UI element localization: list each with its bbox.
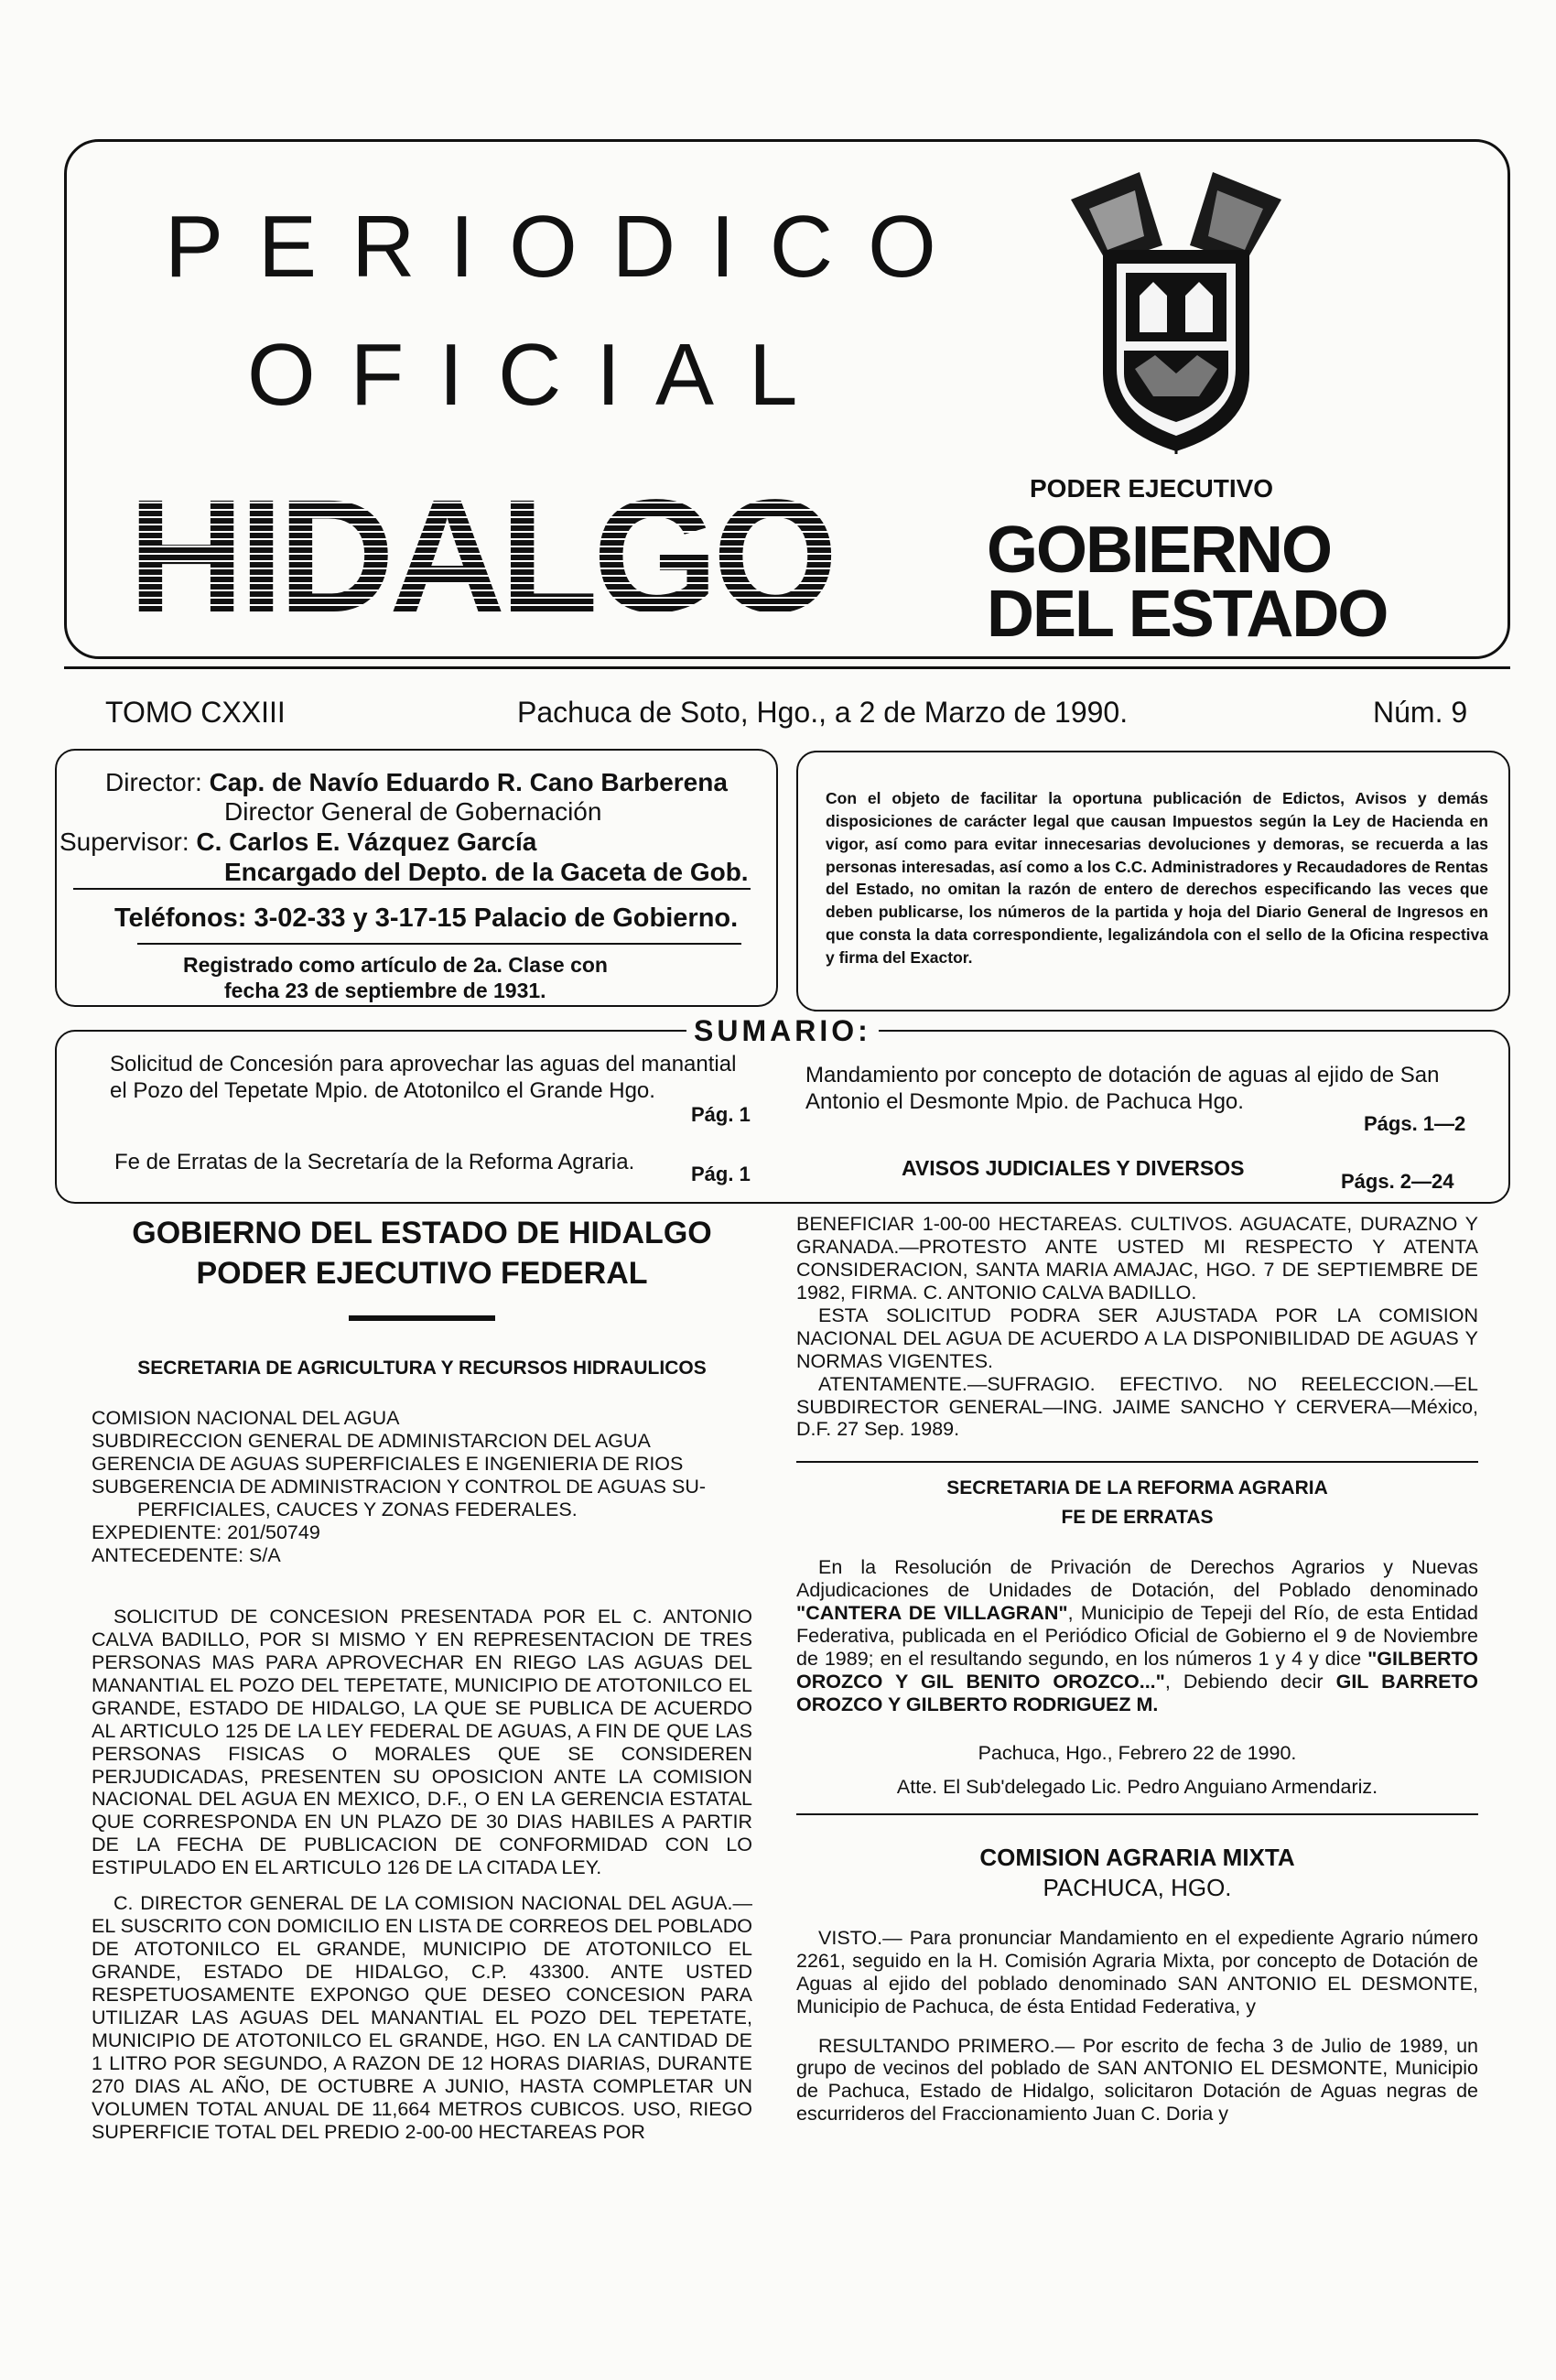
sumario-item-3-line2: Antonio el Desmonte Mpio. de Pachuca Hgo. <box>805 1089 1244 1115</box>
header-line-4: SUBGERENCIA DE ADMINISTRACION Y CONTROL DE AGUAS SU- <box>92 1476 707 1498</box>
fe-dice: "GILBERTO OROZCO Y GIL BENITO OROZCO..." <box>796 1648 1478 1693</box>
fe-erratas-heading: FE DE ERRATAS <box>1061 1507 1214 1529</box>
sumario-item-1-page: Pág. 1 <box>691 1103 751 1126</box>
sumario-item-2-line1: Fe de Erratas de la Secretaría de la Reforma Agraria. <box>114 1150 635 1174</box>
title-hidalgo <box>128 467 833 646</box>
section-rule <box>796 1461 1478 1463</box>
heading-divider <box>349 1315 495 1321</box>
registro-line1: Registrado como artículo de 2a. Clase con <box>183 953 608 977</box>
resultando-paragraph: RESULTANDO PRIMERO.— Por escrito de fecha 3 de Julio de 1989, un grupo de vecinos del poblado de SAN ANTONIO EL DESMONTE, Municipio de Pachuca, Estado de Hidalgo, solicitaron Dotación de Aguas negras de escurrideros del Fraccionamiento Juan C. Doria y <box>796 2034 1478 2126</box>
supervisor-title: Encargado del Depto. de la Gaceta de Gob. <box>224 858 749 886</box>
title-periodico: PERIODICO <box>165 198 971 296</box>
heading-gobierno: GOBIERNO DEL ESTADO DE HIDALGO <box>132 1216 712 1250</box>
atentamente-paragraph: ATENTAMENTE.—SUFRAGIO. EFECTIVO. NO REELECCION.—EL SUBDIRECTOR GENERAL—ING. JAIME SANCHO Y CERVERA—México, D.F. 27 Sep. 1989. <box>796 1372 1478 1441</box>
sumario-item-4-page: Págs. 2—24 <box>1341 1170 1454 1193</box>
sumario-item-1 <box>110 1051 751 1105</box>
poder-ejecutivo-label: PODER EJECUTIVO <box>1030 474 1274 503</box>
supervisor-name: C. Carlos E. Vázquez García <box>196 828 537 856</box>
supervisor-label: Supervisor: <box>59 828 189 856</box>
cam-subheading: PACHUCA, HGO. <box>1043 1873 1232 1901</box>
fe-signature: Atte. El Sub'delegado Lic. Pedro Anguiano Armendariz. <box>896 1775 1378 1798</box>
sumario-title: SUMARIO: <box>686 1014 879 1048</box>
fe-text-b: , Municipio de Tepeji del Río, de esta Entidad Federativa, publicada en el Periódico Oficial de Gobierno el 9 de Noviembre de 1989; en el resultando segundo, en los números 1 y 4 y dice <box>796 1602 1478 1671</box>
supervisor-line <box>59 828 536 857</box>
header-line-5: PERFICIALES, CAUCES Y ZONAS FEDERALES. <box>137 1498 578 1521</box>
sumario-item-3-page: Págs. 1—2 <box>1364 1112 1466 1135</box>
fe-erratas-paragraph <box>796 1556 1478 1716</box>
staff-divider <box>73 888 751 890</box>
fe-debiendo: GIL BARRETO OROZCO Y GILBERTO RODRIGUEZ M. <box>796 1671 1478 1715</box>
fe-date: Pachuca, Hgo., Febrero 22 de 1990. <box>978 1741 1297 1764</box>
sumario-item-2 <box>114 1149 664 1175</box>
sumario-item-2-page: Pág. 1 <box>691 1163 751 1185</box>
ajuste-paragraph: ESTA SOLICITUD PODRA SER AJUSTADA POR LA COMISION NACIONAL DEL AGUA DE ACUERDO A LA DISPONIBILIDAD DE AGUAS Y NORMAS VIGENTES. <box>796 1304 1478 1372</box>
issue-number: Núm. 9 <box>1373 696 1468 729</box>
staff-divider-2 <box>137 943 741 945</box>
issue-rule <box>64 666 1510 669</box>
peticion-paragraph: C. DIRECTOR GENERAL DE LA COMISION NACIONAL DEL AGUA.— EL SUSCRITO CON DOMICILIO EN LISTA DE CORREOS DEL POBLADO DE ATOTONILCO EL GRANDE, MUNICIPIO DE ATOTONILCO EL GRANDE, ESTADO DE HIDALGO, C.P. 43300. ANTE USTED RESPETUOSAMENTE EXPONGO QUE DESEO CONCESION PARA UTILIZAR LAS AGUAS DEL MANANTIAL EL POZO DEL TEPETATE, MUNICIPIO DE ATOTONILCO EL GRANDE, HGO. EN LA CANTIDAD DE 1 LITRO POR SEGUNDO, A RAZON DE 12 HORAS DIARIAS, DURANTE 270 DIAS AL AÑO, DE OCTUBRE A JUNIO, HASTA COMPLETAR UN VOLUMEN TOTAL ANUAL DE 11,664 METROS CUBICOS. USO, RIEGO SUPERFICIE TOTAL DEL PREDIO 2-00-00 HECTAREAS POR <box>92 1892 752 2143</box>
visto-paragraph: VISTO.— Para pronunciar Mandamiento en el expediente Agrario número 2261, seguido en la H. Comisión Agraria Mixta, por concepto de Dotación de Aguas al ejido del poblado denominado SAN ANTONIO EL DESMONTE, Municipio de Pachuca, de ésta Entidad Federativa, y <box>796 1926 1478 2018</box>
gobierno-label: GOBIERNO <box>987 514 1332 587</box>
solicitud-paragraph: SOLICITUD DE CONCESION PRESENTADA POR EL C. ANTONIO CALVA BADILLO, POR SI MISMO Y EN REPRESENTACION DE TRES PERSONAS MAS PARA APROVECHAR EN RIEGO LAS AGUAS DEL MANANTIAL EL POZO DEL TEPETATE, MUNICIPIO DE ATOTONILCO EL GRANDE, ESTADO DE HIDALGO, LA QUE SE PUBLICA DE ACUERDO AL ARTICULO 125 DE LA LEY FEDERAL DE AGUAS, A FIN DE QUE LAS PERSONAS FISICAS O MORALES QUE SE CONSIDEREN PERJUDICADAS, PRESENTEN SU OPOSICION ANTE LA COMISION NACIONAL DEL AGUA EN MEXICO, D.F., O EN LA GERENCIA ESTATAL QUE CORRESPONDA EN UN PLAZO DE 30 DIAS HABILES A PARTIR DE LA FECHA DE PUBLICACION DE CONFORMIDAD CON LO ESTIPULADO EN EL ARTICULO 126 DE LA CITADA LEY. <box>92 1605 752 1879</box>
tomo-label: TOMO CXXIII <box>105 696 286 729</box>
coat-of-arms-icon <box>1053 163 1300 456</box>
director-label: Director: <box>105 768 202 796</box>
left-column <box>92 1213 752 2144</box>
fe-text-a: En la Resolución de Privación de Derechos Agrarios y Nuevas Adjudicaciones de Unidades de Dotación, del Poblado denominado <box>796 1556 1478 1602</box>
title-hidalgo-text: HIDALGO <box>128 467 833 646</box>
sumario-item-4: AVISOS JUDICIALES Y DIVERSOS <box>902 1156 1245 1180</box>
director-name: Cap. de Navío Eduardo R. Cano Barberena <box>209 768 728 796</box>
beneficiar-paragraph: BENEFICIAR 1-00-00 HECTAREAS. CULTIVOS. AGUACATE, DURAZNO Y GRANADA.—PROTESTO ANTE USTED MI RESPECTO Y ATENTA CONSIDERACION, SANTA MARIA AMAJAC, HGO. 7 DE SEPTIEMBRE DE 1982, FIRMA. C. ANTONIO CALVA BADILLO. <box>796 1213 1478 1304</box>
secretaria-heading: SECRETARIA DE AGRICULTURA Y RECURSOS HIDRAULICOS <box>137 1358 707 1379</box>
place-date: Pachuca de Soto, Hgo., a 2 de Marzo de 1990. <box>517 696 1129 729</box>
director-title: Director General de Gobernación <box>224 797 602 826</box>
sra-heading: SECRETARIA DE LA REFORMA AGRARIA <box>946 1477 1328 1499</box>
cam-heading: COMISION AGRARIA MIXTA <box>979 1843 1295 1871</box>
sumario-item-3-line1: Mandamiento por concepto de dotación de aguas al ejido de San <box>805 1063 1440 1087</box>
expediente: EXPEDIENTE: 201/50749 <box>92 1521 320 1544</box>
header-line-3: GERENCIA DE AGUAS SUPERFICIALES E INGENIERIA DE RIOS <box>92 1453 684 1476</box>
telefonos: Teléfonos: 3-02-33 y 3-17-15 Palacio de Gobierno. <box>114 903 739 933</box>
sumario-item-3 <box>805 1062 1501 1116</box>
fe-text-c: , Debiendo decir <box>1164 1671 1336 1693</box>
title-oficial: OFICIAL <box>247 326 833 424</box>
registro-line2: fecha 23 de septiembre de 1931. <box>224 979 546 1002</box>
section-rule-2 <box>796 1813 1478 1815</box>
director-line <box>105 769 728 797</box>
del-estado-label: DEL ESTADO <box>987 578 1388 651</box>
heading-poder-federal: PODER EJECUTIVO FEDERAL <box>196 1256 648 1292</box>
right-column <box>796 1213 1478 2126</box>
expediente-block <box>92 1407 752 1567</box>
header-line-2: SUBDIRECCION GENERAL DE ADMINISTARCION DEL AGUA <box>92 1430 651 1453</box>
notice-box: Con el objeto de facilitar la oportuna publicación de Edictos, Avisos y demás disposiciones de carácter legal que causan Impuestos según la Ley de Hacienda en vigor, así como para evitar innecesarias devoluciones y demoras, se recuerda a las personas interesadas, así como a los C.C. Administradores y Recaudadores de Rentas del Estado, no omitan la razón de entero de derechos especificando las veces que deben publicarse, los números de la partida y hoja del Diario General de Ingresos en que consta la data correspondiente, legalizándola con el sello de la Oficina respectiva y firma del Exactor. <box>796 751 1510 1012</box>
sumario-item-1-line1: Solicitud de Concesión para aprovechar las aguas del manantial <box>110 1052 737 1076</box>
antecedente: ANTECEDENTE: S/A <box>92 1544 281 1566</box>
header-line-1: COMISION NACIONAL DEL AGUA <box>92 1407 400 1430</box>
fe-cantera: "CANTERA DE VILLAGRAN" <box>796 1602 1068 1625</box>
sumario-item-1-line2: el Pozo del Tepetate Mpio. de Atotonilco el Grande Hgo. <box>110 1078 655 1104</box>
